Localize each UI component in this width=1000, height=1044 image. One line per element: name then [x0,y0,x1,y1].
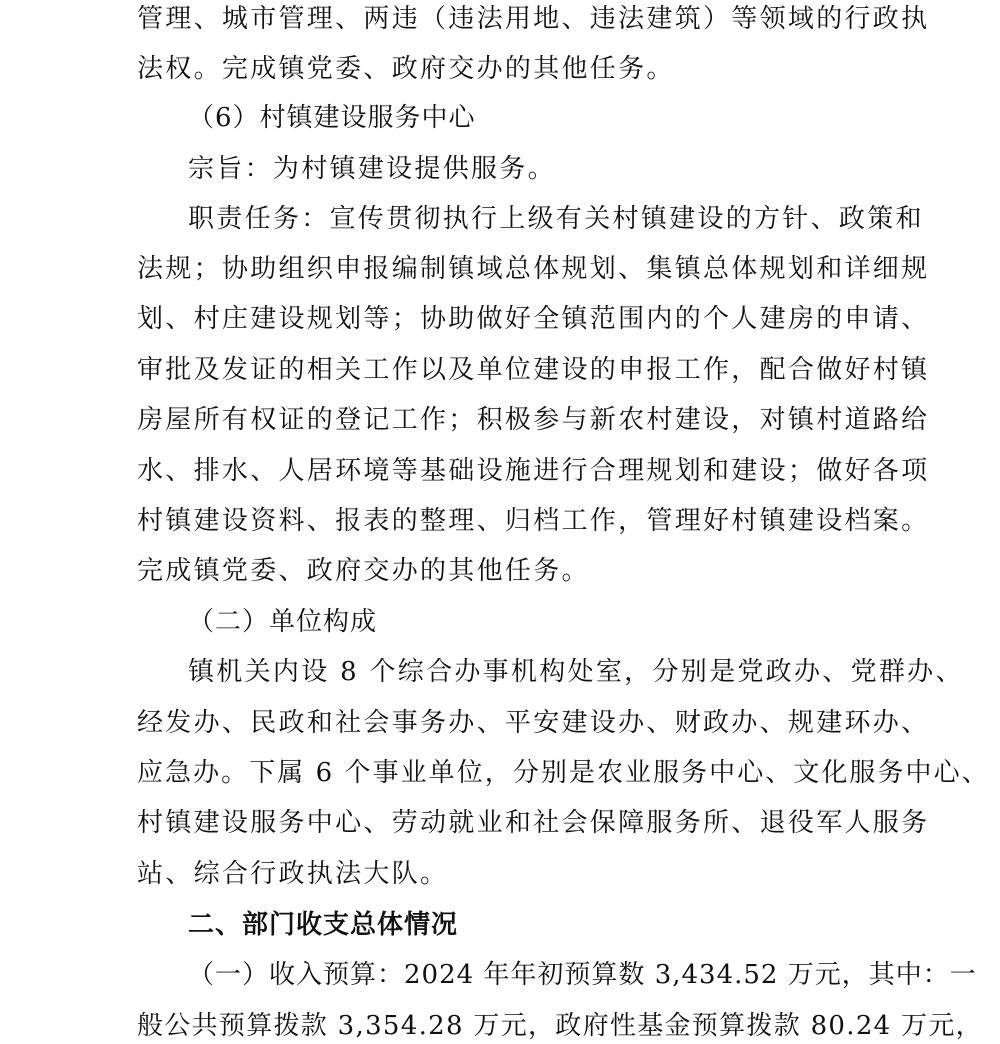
paragraph-first-line: 职责任务：宣传贯彻执行上级有关村镇建设的方针、政策和 [188,204,924,234]
body-text-line: 管理、城市管理、两违（违法用地、违法建筑）等领域的行政执 [137,4,930,34]
body-text-line: 村镇建设服务中心、劳动就业和社会保障服务所、退役军人服务 [137,808,930,838]
subsection-heading: （6）村镇建设服务中心 [188,103,476,133]
subsection-heading: （二）单位构成 [188,607,378,637]
paragraph-first-line: （一）收入预算：2024 年年初预算数 3,434.52 万元，其中：一 [188,960,977,990]
body-text-line: 般公共预算拨款 3,354.28 万元，政府性基金预算拨款 80.24 万元， [137,1011,983,1041]
body-text-line: 审批及发证的相关工作以及单位建设的申报工作，配合做好村镇 [137,355,930,385]
body-text-line: 应急办。下属 6 个事业单位，分别是农业服务中心、文化服务中心、 [137,758,990,788]
body-text-line: 经发办、民政和社会事务办、平安建设办、财政办、规建环办、 [137,708,930,738]
body-text-line: 划、村庄建设规划等；协助做好全镇范围内的个人建房的申请、 [137,304,930,334]
body-text-line: 水、排水、人居环境等基础设施进行合理规划和建设；做好各项 [137,456,930,486]
body-text-line: 村镇建设资料、报表的整理、归档工作，管理好村镇建设档案。 [137,506,930,536]
body-text-line: 法规；协助组织申报编制镇域总体规划、集镇总体规划和详细规 [137,254,930,284]
body-text-line: 法权。完成镇党委、政府交办的其他任务。 [137,54,675,84]
paragraph-first-line: 镇机关内设 8 个综合办事机构处室，分别是党政办、党群办、 [188,657,964,687]
paragraph-first-line: 宗旨：为村镇建设提供服务。 [188,154,556,184]
body-text-line: 站、综合行政执法大队。 [137,859,449,889]
body-text-line: 房屋所有权证的登记工作；积极参与新农村建设，对镇村道路给 [137,405,930,435]
section-heading: 二、部门收支总体情况 [188,910,459,940]
body-text-line: 完成镇党委、政府交办的其他任务。 [137,556,590,586]
